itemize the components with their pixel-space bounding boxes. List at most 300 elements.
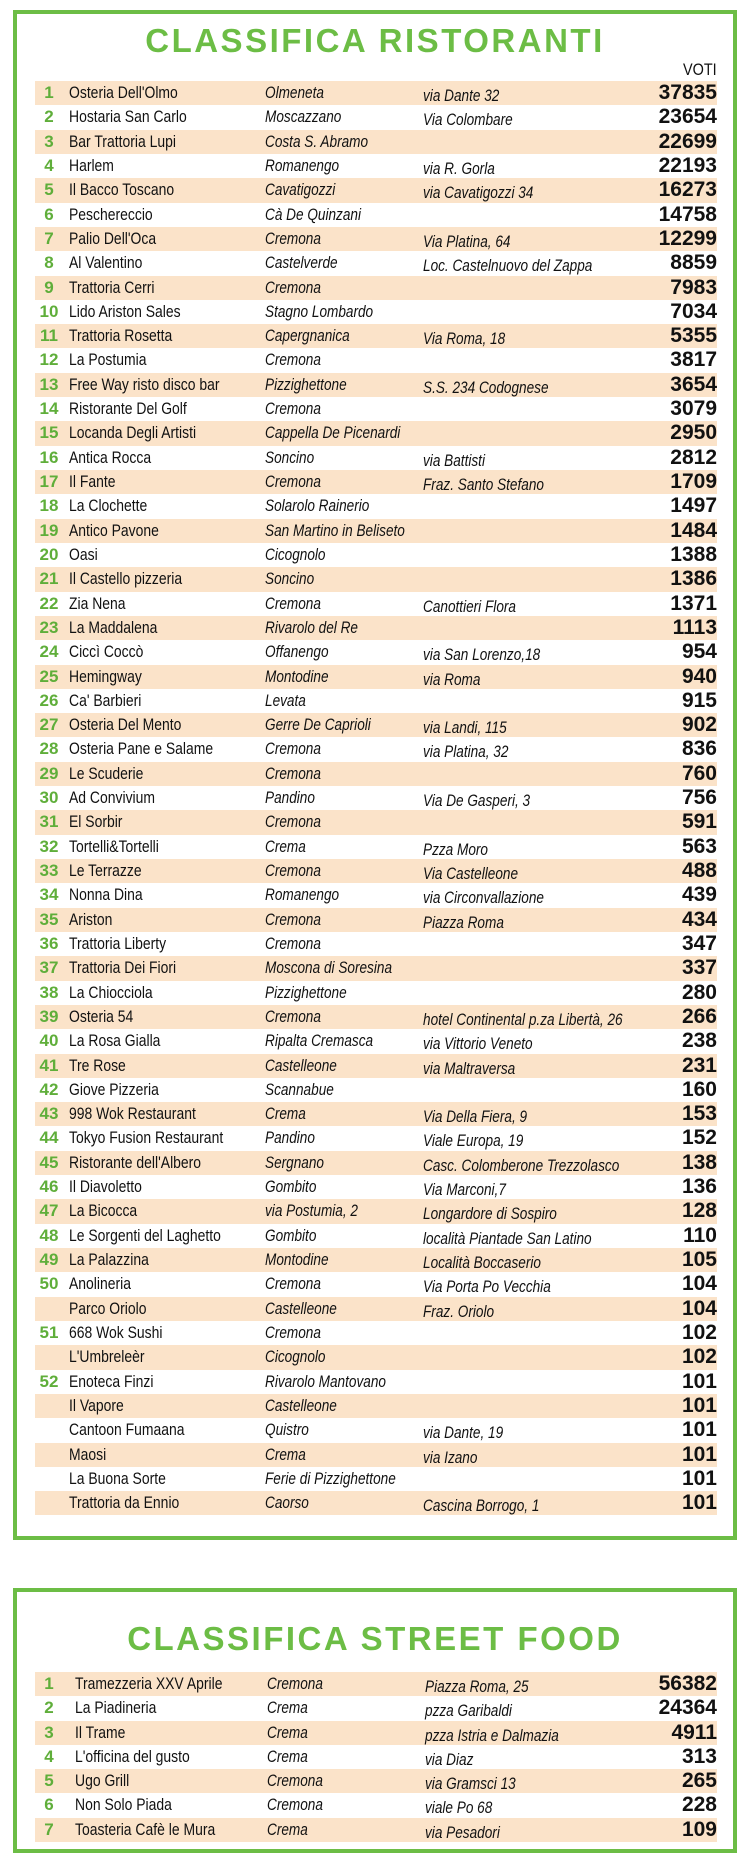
- address-cell: via San Lorenzo,18: [423, 645, 541, 665]
- name-cell: Ad Convivium: [69, 788, 155, 808]
- rank-cell: 3: [44, 1722, 54, 1742]
- name-cell: Nonna Dina: [69, 885, 143, 905]
- table-row: [35, 81, 717, 105]
- name-cell: Tokyo Fusion Restaurant: [69, 1128, 224, 1148]
- rank-cell: 50: [39, 1274, 59, 1294]
- votes-cell: 128: [681, 1199, 717, 1223]
- votes-cell: 313: [681, 1744, 717, 1768]
- votes-cell: 104: [681, 1296, 717, 1320]
- table-row: [35, 1297, 717, 1321]
- votes-cell: 7034: [670, 299, 717, 323]
- rank-cell: 29: [39, 763, 59, 783]
- rank-cell: 26: [39, 690, 59, 710]
- rank-cell: 9: [44, 277, 54, 297]
- address-cell: via Battisti: [423, 450, 485, 470]
- name-cell: Il Fante: [69, 472, 116, 491]
- rank-cell: 2: [44, 1698, 54, 1718]
- votes-cell: 16273: [658, 178, 717, 202]
- table-row: [35, 324, 717, 348]
- name-cell: 668 Wok Sushi: [69, 1322, 163, 1342]
- votes-cell: 104: [681, 1272, 717, 1296]
- votes-cell: 12299: [658, 226, 717, 250]
- table-row: [35, 1102, 717, 1126]
- city-cell: Pizzighettone: [265, 374, 347, 394]
- rank-cell: 20: [39, 544, 59, 564]
- name-cell: Peschereccio: [69, 204, 153, 224]
- address-cell: via Pesadori: [425, 1822, 500, 1842]
- address-cell: via Platina, 32: [423, 742, 509, 762]
- address-cell: Canottieri Flora: [423, 596, 516, 616]
- table-row: [35, 1696, 717, 1720]
- name-cell: Zia Nena: [69, 593, 126, 613]
- name-cell: 998 Wok Restaurant: [69, 1104, 196, 1124]
- table-row: [35, 348, 717, 372]
- name-cell: Giove Pizzeria: [69, 1079, 159, 1099]
- city-cell: Crema: [267, 1746, 308, 1766]
- votes-cell: 3817: [670, 348, 717, 372]
- table-row: [35, 1224, 717, 1248]
- table-row: [35, 1394, 717, 1418]
- address-cell: Casc. Colomberone Trezzolasco: [423, 1155, 620, 1175]
- votes-cell: 102: [681, 1320, 717, 1344]
- table-row: [35, 713, 717, 737]
- rank-cell: 1: [44, 83, 54, 102]
- city-cell: Olmeneta: [265, 83, 324, 102]
- address-cell: Via De Gasperi, 3: [423, 791, 531, 811]
- city-cell: Rivarolo del Re: [265, 617, 358, 637]
- table-row: [35, 883, 717, 907]
- rank-cell: 45: [39, 1152, 59, 1172]
- votes-cell: 265: [681, 1769, 717, 1793]
- rank-cell: 4: [44, 1746, 54, 1766]
- address-cell: pzza Istria e Dalmazia: [425, 1725, 559, 1745]
- rank-cell: 22: [39, 593, 59, 613]
- table-row: [35, 592, 717, 616]
- name-cell: Osteria Del Mento: [69, 715, 182, 735]
- name-cell: Il Diavoletto: [69, 1177, 142, 1197]
- table-row: [35, 1175, 717, 1199]
- name-cell: Ristorante Del Golf: [69, 399, 187, 419]
- city-cell: via Postumia, 2: [265, 1201, 358, 1221]
- name-cell: Antico Pavone: [69, 520, 159, 540]
- city-cell: Crema: [267, 1819, 308, 1839]
- votes-cell: 22699: [658, 129, 717, 153]
- city-cell: Cremona: [265, 739, 321, 759]
- table-row: [35, 908, 717, 932]
- table-row: [35, 665, 717, 689]
- city-cell: Castelleone: [265, 1298, 337, 1318]
- rank-cell: 42: [39, 1079, 59, 1099]
- city-cell: Rivarolo Mantovano: [265, 1371, 386, 1391]
- address-cell: via Cavatigozzi 34: [423, 183, 534, 203]
- address-cell: hotel Continental p.za Libertà, 26: [423, 1009, 623, 1029]
- city-cell: Capergnanica: [265, 326, 350, 346]
- rank-cell: 52: [39, 1371, 59, 1391]
- votes-cell: 488: [681, 859, 717, 882]
- votes-cell: 591: [681, 810, 717, 834]
- address-cell: Fraz. Oriolo: [423, 1301, 495, 1321]
- votes-cell: 915: [681, 688, 717, 712]
- table-row: [35, 1248, 717, 1272]
- votes-cell: 2950: [670, 421, 717, 445]
- address-cell: Loc. Castelnuovo del Zappa: [423, 256, 593, 276]
- address-cell: Viale Europa, 19: [423, 1131, 524, 1151]
- table-row: [35, 154, 717, 178]
- city-cell: Crema: [265, 836, 306, 856]
- name-cell: Osteria 54: [69, 1006, 134, 1026]
- table-row: [35, 373, 717, 397]
- city-cell: Pandino: [265, 788, 315, 808]
- rank-cell: 19: [39, 520, 59, 540]
- votes-cell: 23654: [658, 105, 717, 129]
- votes-cell: 24364: [658, 1696, 717, 1720]
- rank-cell: 25: [39, 666, 59, 686]
- city-cell: Romanengo: [265, 155, 340, 175]
- votes-cell: 1484: [670, 518, 717, 542]
- rank-cell: 27: [39, 715, 59, 735]
- votes-cell: 109: [681, 1817, 717, 1841]
- votes-column-header: VOTI: [683, 60, 717, 79]
- votes-cell: 37835: [658, 81, 717, 104]
- city-cell: Cicognolo: [265, 1347, 326, 1367]
- table-row: [35, 300, 717, 324]
- name-cell: Harlem: [69, 155, 114, 175]
- votes-cell: 228: [681, 1793, 717, 1817]
- address-cell: via Dante, 19: [423, 1423, 504, 1443]
- rank-cell: 2: [44, 107, 54, 127]
- city-cell: Costa S. Abramo: [265, 131, 369, 151]
- city-cell: Pizzighettone: [265, 982, 347, 1002]
- rank-cell: 3: [44, 131, 54, 151]
- name-cell: Ciccì Coccò: [69, 642, 144, 662]
- address-cell: Fraz. Santo Stefano: [423, 475, 544, 494]
- votes-cell: 1709: [670, 470, 717, 493]
- rank-cell: 13: [39, 374, 59, 394]
- table-row: [35, 1321, 717, 1345]
- name-cell: Antica Rocca: [69, 447, 152, 467]
- name-cell: La Buona Sorte: [69, 1468, 166, 1488]
- name-cell: La Chiocciola: [69, 982, 153, 1002]
- votes-cell: 347: [681, 931, 717, 955]
- street-food-ranking-panel: [13, 1588, 737, 1853]
- table-row: [35, 494, 717, 518]
- address-cell: Piazza Roma, 25: [425, 1677, 529, 1696]
- address-cell: via Diaz: [425, 1749, 474, 1769]
- rank-cell: 30: [39, 788, 59, 808]
- address-cell: Via Marconi,7: [423, 1180, 506, 1200]
- table-row: [35, 1721, 717, 1745]
- name-cell: Tortelli&Tortelli: [69, 836, 159, 856]
- city-cell: Cavatigozzi: [265, 180, 336, 200]
- votes-cell: 902: [681, 713, 717, 737]
- table-row: [35, 1370, 717, 1394]
- city-cell: Cremona: [265, 909, 321, 929]
- rank-cell: 7: [44, 1819, 54, 1839]
- city-cell: Montodine: [265, 666, 329, 686]
- votes-cell: 280: [681, 980, 717, 1004]
- address-cell: via Dante 32: [423, 86, 500, 105]
- city-cell: Cremona: [265, 1274, 321, 1294]
- rank-cell: 5: [44, 1771, 54, 1791]
- address-cell: Cascina Borrogo, 1: [423, 1496, 540, 1516]
- address-cell: via Maltraversa: [423, 1058, 516, 1078]
- name-cell: Locanda Degli Artisti: [69, 423, 197, 443]
- table-row: [35, 1151, 717, 1175]
- votes-cell: 22193: [658, 153, 717, 177]
- votes-cell: 7983: [670, 275, 717, 299]
- name-cell: La Bicocca: [69, 1201, 138, 1221]
- name-cell: Osteria Pane e Salame: [69, 739, 214, 759]
- address-cell: viale Po 68: [425, 1798, 493, 1818]
- votes-cell: 56382: [658, 1672, 717, 1695]
- name-cell: Ariston: [69, 909, 113, 929]
- votes-cell: 940: [681, 664, 717, 688]
- votes-cell: 954: [681, 640, 717, 664]
- table-row: [35, 1443, 717, 1467]
- name-cell: Lido Ariston Sales: [69, 301, 181, 321]
- votes-cell: 160: [681, 1077, 717, 1101]
- city-cell: Cremona: [265, 812, 321, 832]
- rank-cell: 40: [39, 1031, 59, 1051]
- name-cell: La Clochette: [69, 496, 148, 516]
- name-cell: Toasteria Cafè le Mura: [75, 1819, 216, 1839]
- city-cell: Sergnano: [265, 1152, 324, 1172]
- rank-cell: 51: [39, 1322, 59, 1342]
- table-row: [35, 203, 717, 227]
- rank-cell: 37: [39, 958, 59, 978]
- city-cell: Cremona: [265, 763, 321, 783]
- city-cell: Cremona: [267, 1795, 323, 1815]
- city-cell: Quistro: [265, 1420, 309, 1440]
- table-row: [35, 689, 717, 713]
- rank-cell: 6: [44, 204, 54, 224]
- city-cell: Caorso: [265, 1493, 309, 1513]
- address-cell: Via Castelleone: [423, 864, 519, 883]
- votes-cell: 1371: [670, 591, 717, 615]
- table-row: [35, 1078, 717, 1102]
- rank-cell: 36: [39, 933, 59, 953]
- name-cell: Ugo Grill: [75, 1771, 130, 1791]
- name-cell: Bar Trattoria Lupi: [69, 131, 176, 151]
- votes-cell: 563: [681, 834, 717, 858]
- rank-cell: 33: [39, 861, 59, 880]
- name-cell: La Rosa Gialla: [69, 1031, 161, 1051]
- votes-cell: 238: [681, 1029, 717, 1053]
- table-row: [35, 178, 717, 202]
- table-row: [35, 1272, 717, 1296]
- votes-cell: 105: [681, 1248, 717, 1271]
- table-row: [35, 1467, 717, 1491]
- city-cell: Cremona: [265, 399, 321, 419]
- rank-cell: 44: [39, 1128, 59, 1148]
- rank-cell: 17: [39, 472, 59, 491]
- votes-cell: 231: [681, 1053, 717, 1077]
- table-row: [35, 1418, 717, 1442]
- city-cell: Cremona: [265, 350, 321, 370]
- address-cell: via Gramsci 13: [425, 1774, 516, 1794]
- city-cell: Castelleone: [265, 1395, 337, 1415]
- table-row: [35, 1199, 717, 1223]
- table-row: [35, 932, 717, 956]
- table-row: [35, 1769, 717, 1793]
- votes-cell: 153: [681, 1102, 717, 1126]
- name-cell: Tramezzeria XXV Aprile: [75, 1674, 223, 1693]
- name-cell: Parco Oriolo: [69, 1298, 147, 1318]
- city-cell: Cappella De Picenardi: [265, 423, 401, 443]
- votes-cell: 101: [681, 1418, 717, 1442]
- name-cell: Hostaria San Carlo: [69, 107, 187, 127]
- votes-cell: 3079: [670, 397, 717, 421]
- rank-cell: 35: [39, 909, 59, 929]
- table-row: [35, 786, 717, 810]
- votes-cell: 3654: [670, 372, 717, 396]
- name-cell: Oasi: [69, 544, 98, 564]
- name-cell: Il Vapore: [69, 1395, 124, 1415]
- rank-cell: 21: [39, 569, 59, 589]
- city-cell: Cremona: [265, 472, 321, 491]
- votes-cell: 434: [681, 907, 717, 931]
- table-row: [35, 859, 717, 883]
- votes-cell: 1113: [672, 615, 717, 639]
- city-cell: Cremona: [267, 1674, 323, 1693]
- rank-cell: 32: [39, 836, 59, 856]
- city-cell: Scannabue: [265, 1079, 334, 1099]
- rank-cell: 6: [44, 1795, 54, 1815]
- city-cell: Gerre De Caprioli: [265, 715, 371, 735]
- city-cell: Cremona: [265, 1322, 321, 1342]
- votes-cell: 101: [681, 1369, 717, 1393]
- rank-cell: 8: [44, 253, 54, 273]
- city-cell: Cicognolo: [265, 544, 326, 564]
- rank-cell: 46: [39, 1177, 59, 1197]
- rank-cell: 5: [44, 180, 54, 200]
- table-row: [35, 421, 717, 445]
- city-cell: Soncino: [265, 569, 315, 589]
- city-cell: Crema: [265, 1444, 306, 1464]
- table-row: [35, 251, 717, 275]
- city-cell: Gombito: [265, 1225, 317, 1245]
- votes-cell: 5355: [670, 324, 717, 348]
- rank-cell: 31: [39, 812, 59, 832]
- rank-cell: 11: [40, 326, 58, 346]
- votes-cell: 136: [681, 1175, 717, 1199]
- rank-cell: 43: [39, 1104, 59, 1124]
- name-cell: Il Bacco Toscano: [69, 180, 175, 200]
- votes-cell: 4911: [671, 1720, 717, 1744]
- name-cell: El Sorbir: [69, 812, 123, 832]
- table-row: [35, 227, 717, 251]
- table-row: [35, 762, 717, 786]
- votes-cell: 836: [681, 737, 717, 761]
- address-cell: località Piantade San Latino: [423, 1228, 592, 1248]
- table-row: [35, 276, 717, 300]
- address-cell: pzza Garibaldi: [425, 1701, 512, 1721]
- city-cell: Crema: [267, 1698, 308, 1718]
- address-cell: via Landi, 115: [423, 718, 507, 738]
- table-row: [35, 956, 717, 980]
- city-cell: Pandino: [265, 1128, 315, 1148]
- votes-cell: 14758: [658, 202, 717, 226]
- name-cell: Ca' Barbieri: [69, 690, 142, 710]
- table-row: [35, 1005, 717, 1029]
- city-cell: Cremona: [267, 1771, 323, 1791]
- name-cell: Le Terrazze: [69, 861, 142, 880]
- city-cell: Cremona: [265, 933, 321, 953]
- rank-cell: 39: [39, 1006, 59, 1026]
- name-cell: La Palazzina: [69, 1250, 149, 1269]
- address-cell: Via Roma, 18: [423, 329, 506, 349]
- name-cell: Tre Rose: [69, 1055, 126, 1075]
- name-cell: La Postumia: [69, 350, 147, 370]
- rank-cell: 41: [39, 1055, 59, 1075]
- street-food-ranking-title: CLASSIFICA STREET FOOD: [127, 1620, 623, 1657]
- votes-cell: 337: [681, 956, 717, 980]
- address-cell: Piazza Roma: [423, 912, 504, 932]
- address-cell: Via Colombare: [423, 110, 513, 130]
- votes-cell: 2812: [670, 445, 717, 469]
- table-row: [35, 543, 717, 567]
- name-cell: Trattoria Rosetta: [69, 326, 173, 346]
- rank-cell: 24: [39, 642, 59, 662]
- votes-cell: 439: [681, 883, 717, 907]
- name-cell: Hemingway: [69, 666, 142, 686]
- rank-cell: 23: [39, 617, 59, 637]
- table-row: [35, 1745, 717, 1769]
- table-row: [35, 616, 717, 640]
- rank-cell: 48: [39, 1225, 59, 1245]
- name-cell: La Maddalena: [69, 617, 158, 637]
- name-cell: Enoteca Finzi: [69, 1371, 154, 1391]
- city-cell: Ripalta Cremasca: [265, 1031, 374, 1051]
- name-cell: La Piadineria: [75, 1698, 157, 1718]
- city-cell: Cremona: [265, 861, 321, 880]
- name-cell: Free Way risto disco bar: [69, 374, 220, 394]
- name-cell: Il Castello pizzeria: [69, 569, 183, 589]
- name-cell: Palio Dell'Oca: [69, 228, 157, 248]
- rank-cell: 4: [44, 155, 54, 175]
- votes-cell: 1386: [670, 567, 717, 591]
- rank-cell: 28: [39, 739, 59, 759]
- city-cell: Moscona di Soresina: [265, 958, 393, 978]
- votes-cell: 266: [681, 1004, 717, 1028]
- table-row: [35, 1126, 717, 1150]
- votes-cell: 110: [683, 1223, 717, 1247]
- table-row: [35, 1029, 717, 1053]
- address-cell: via Izano: [423, 1447, 478, 1467]
- table-row: [35, 397, 717, 421]
- name-cell: L'officina del gusto: [75, 1746, 190, 1766]
- city-cell: Cremona: [265, 1006, 321, 1026]
- city-cell: Soncino: [265, 447, 315, 467]
- address-cell: via R. Gorla: [423, 158, 495, 178]
- name-cell: Trattoria Liberty: [69, 933, 167, 953]
- votes-cell: 101: [681, 1466, 717, 1490]
- restaurants-ranking-table: [35, 81, 717, 1515]
- table-row: [35, 105, 717, 129]
- table-row: [35, 1345, 717, 1369]
- rank-cell: 47: [39, 1201, 59, 1221]
- address-cell: via Vittorio Veneto: [423, 1034, 533, 1054]
- table-row: [35, 640, 717, 664]
- votes-cell: 152: [681, 1126, 717, 1150]
- votes-cell: 101: [681, 1491, 717, 1515]
- table-row: [35, 1818, 717, 1842]
- city-cell: Cà De Quinzani: [265, 204, 362, 224]
- name-cell: Le Scuderie: [69, 763, 144, 783]
- city-cell: Moscazzano: [265, 107, 342, 127]
- name-cell: Il Trame: [75, 1722, 126, 1742]
- votes-cell: 138: [681, 1150, 717, 1174]
